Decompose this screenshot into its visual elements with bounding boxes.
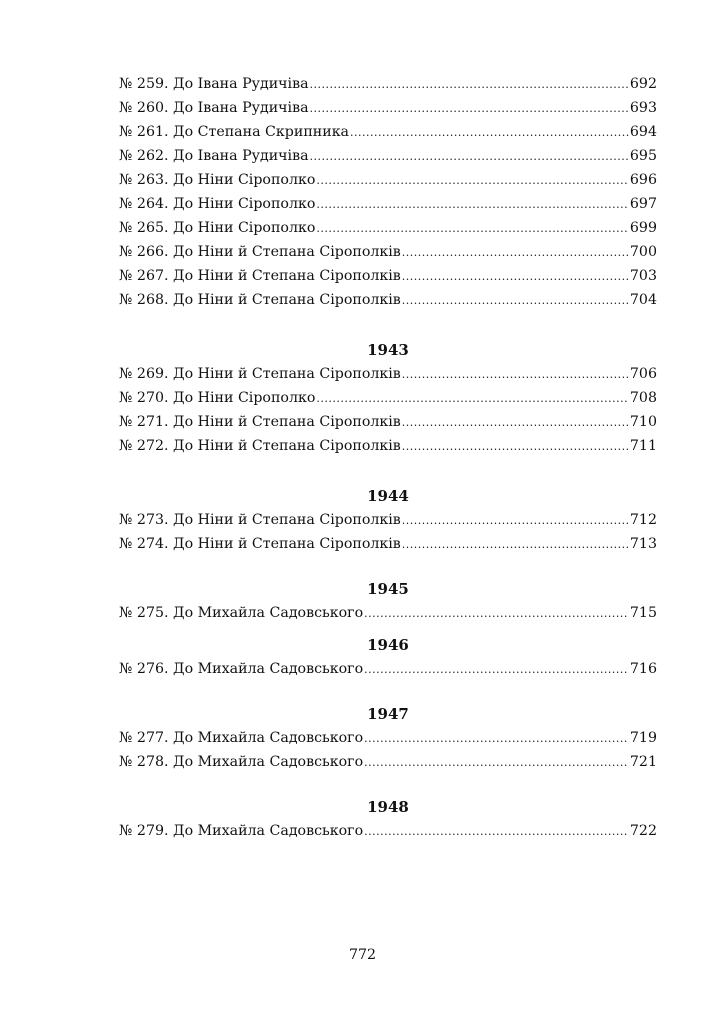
entry-page: 706 <box>629 366 657 382</box>
entry-page: 716 <box>629 661 657 677</box>
entry-page: 703 <box>629 268 657 284</box>
entry-title: № 275. До Михайла Садовського <box>119 605 364 621</box>
dot-leader <box>402 265 629 289</box>
toc-entry <box>119 96 657 120</box>
entry-title: № 278. До Михайла Садовського <box>119 754 364 770</box>
entry-title: № 264. До Ніни Сірополко <box>119 196 316 212</box>
section-gap <box>119 458 657 484</box>
section-gap <box>119 556 657 577</box>
dot-leader <box>402 509 629 533</box>
entry-page: 700 <box>629 244 657 260</box>
toc-entry <box>119 386 657 410</box>
toc-entry <box>119 532 657 556</box>
section-gap <box>119 312 657 338</box>
entry-page: 711 <box>629 438 657 454</box>
entry-page: 710 <box>629 414 657 430</box>
entry-title: № 266. До Ніни й Степана Сірополків <box>119 244 401 260</box>
year-heading: 1944 <box>367 487 409 505</box>
toc-entry <box>119 168 657 192</box>
dot-leader <box>316 169 629 193</box>
entry-page: 693 <box>629 100 657 116</box>
toc-entry <box>119 288 657 312</box>
section-gap <box>119 774 657 795</box>
entry-page: 712 <box>629 512 657 528</box>
entry-title: № 260. До Івана Рудичіва <box>119 100 309 116</box>
entry-title: № 267. До Ніни й Степана Сірополків <box>119 268 401 284</box>
entry-page: 692 <box>629 76 657 92</box>
entry-title: № 279. До Михайла Садовського <box>119 823 364 839</box>
toc-entry <box>119 144 657 168</box>
toc-entry <box>119 657 657 681</box>
entry-page: 694 <box>629 124 657 140</box>
toc-entry <box>119 216 657 240</box>
dot-leader <box>310 97 629 121</box>
dot-leader <box>402 289 629 313</box>
toc-entry <box>119 120 657 144</box>
year-heading: 1947 <box>367 705 409 723</box>
toc-entry <box>119 72 657 96</box>
entry-page: 721 <box>629 754 657 770</box>
entry-title: № 274. До Ніни й Степана Сірополків <box>119 536 401 552</box>
entry-title: № 272. До Ніни й Степана Сірополків <box>119 438 401 454</box>
toc-entry <box>119 410 657 434</box>
toc-entry <box>119 192 657 216</box>
dot-leader <box>402 411 629 435</box>
entry-title: № 268. До Ніни й Степана Сірополків <box>119 292 401 308</box>
toc-entry <box>119 601 657 625</box>
dot-leader <box>316 387 629 411</box>
entry-page: 722 <box>629 823 657 839</box>
dot-leader <box>402 241 629 265</box>
toc-entry <box>119 819 657 843</box>
entry-title: № 276. До Михайла Садовського <box>119 661 364 677</box>
entry-page: 696 <box>629 172 657 188</box>
page-number: 772 <box>348 947 377 963</box>
dot-leader <box>364 820 629 844</box>
toc-entry <box>119 750 657 774</box>
entry-title: № 270. До Ніни Сірополко <box>119 390 316 406</box>
dot-leader <box>364 658 629 682</box>
dot-leader <box>310 145 629 169</box>
entry-page: 695 <box>629 148 657 164</box>
year-heading: 1946 <box>367 636 409 654</box>
dot-leader <box>402 363 629 387</box>
toc-entry <box>119 240 657 264</box>
entry-title: № 271. До Ніни й Степана Сірополків <box>119 414 401 430</box>
entry-title: № 261. До Степана Скрипника <box>119 124 350 140</box>
toc-entry <box>119 508 657 532</box>
dot-leader <box>364 727 629 751</box>
entry-title: № 277. До Михайла Садовського <box>119 730 364 746</box>
toc-entry <box>119 264 657 288</box>
entry-title: № 265. До Ніни Сірополко <box>119 220 316 236</box>
entry-page: 713 <box>629 536 657 552</box>
entry-title: № 273. До Ніни й Степана Сірополків <box>119 512 401 528</box>
toc-entry <box>119 726 657 750</box>
toc-entry <box>119 434 657 458</box>
entry-page: 704 <box>629 292 657 308</box>
entry-page: 715 <box>629 605 657 621</box>
dot-leader <box>316 193 629 217</box>
dot-leader <box>402 533 629 557</box>
entry-page: 697 <box>629 196 657 212</box>
dot-leader <box>350 121 629 145</box>
entry-title: № 263. До Ніни Сірополко <box>119 172 316 188</box>
dot-leader <box>310 73 629 97</box>
dot-leader <box>402 435 629 459</box>
entry-page: 699 <box>629 220 657 236</box>
entry-title: № 262. До Івана Рудичіва <box>119 148 309 164</box>
entry-title: № 259. До Івана Рудичіва <box>119 76 309 92</box>
year-heading: 1943 <box>367 341 409 359</box>
dot-leader <box>364 751 629 775</box>
dot-leader <box>364 602 629 626</box>
entry-title: № 269. До Ніни й Степана Сірополків <box>119 366 401 382</box>
section-gap <box>119 681 657 702</box>
year-heading: 1945 <box>367 580 409 598</box>
entry-page: 708 <box>629 390 657 406</box>
dot-leader <box>316 217 629 241</box>
year-heading: 1948 <box>367 798 409 816</box>
table-of-contents <box>119 72 657 843</box>
section-gap <box>119 625 657 633</box>
entry-page: 719 <box>629 730 657 746</box>
toc-entry <box>119 362 657 386</box>
